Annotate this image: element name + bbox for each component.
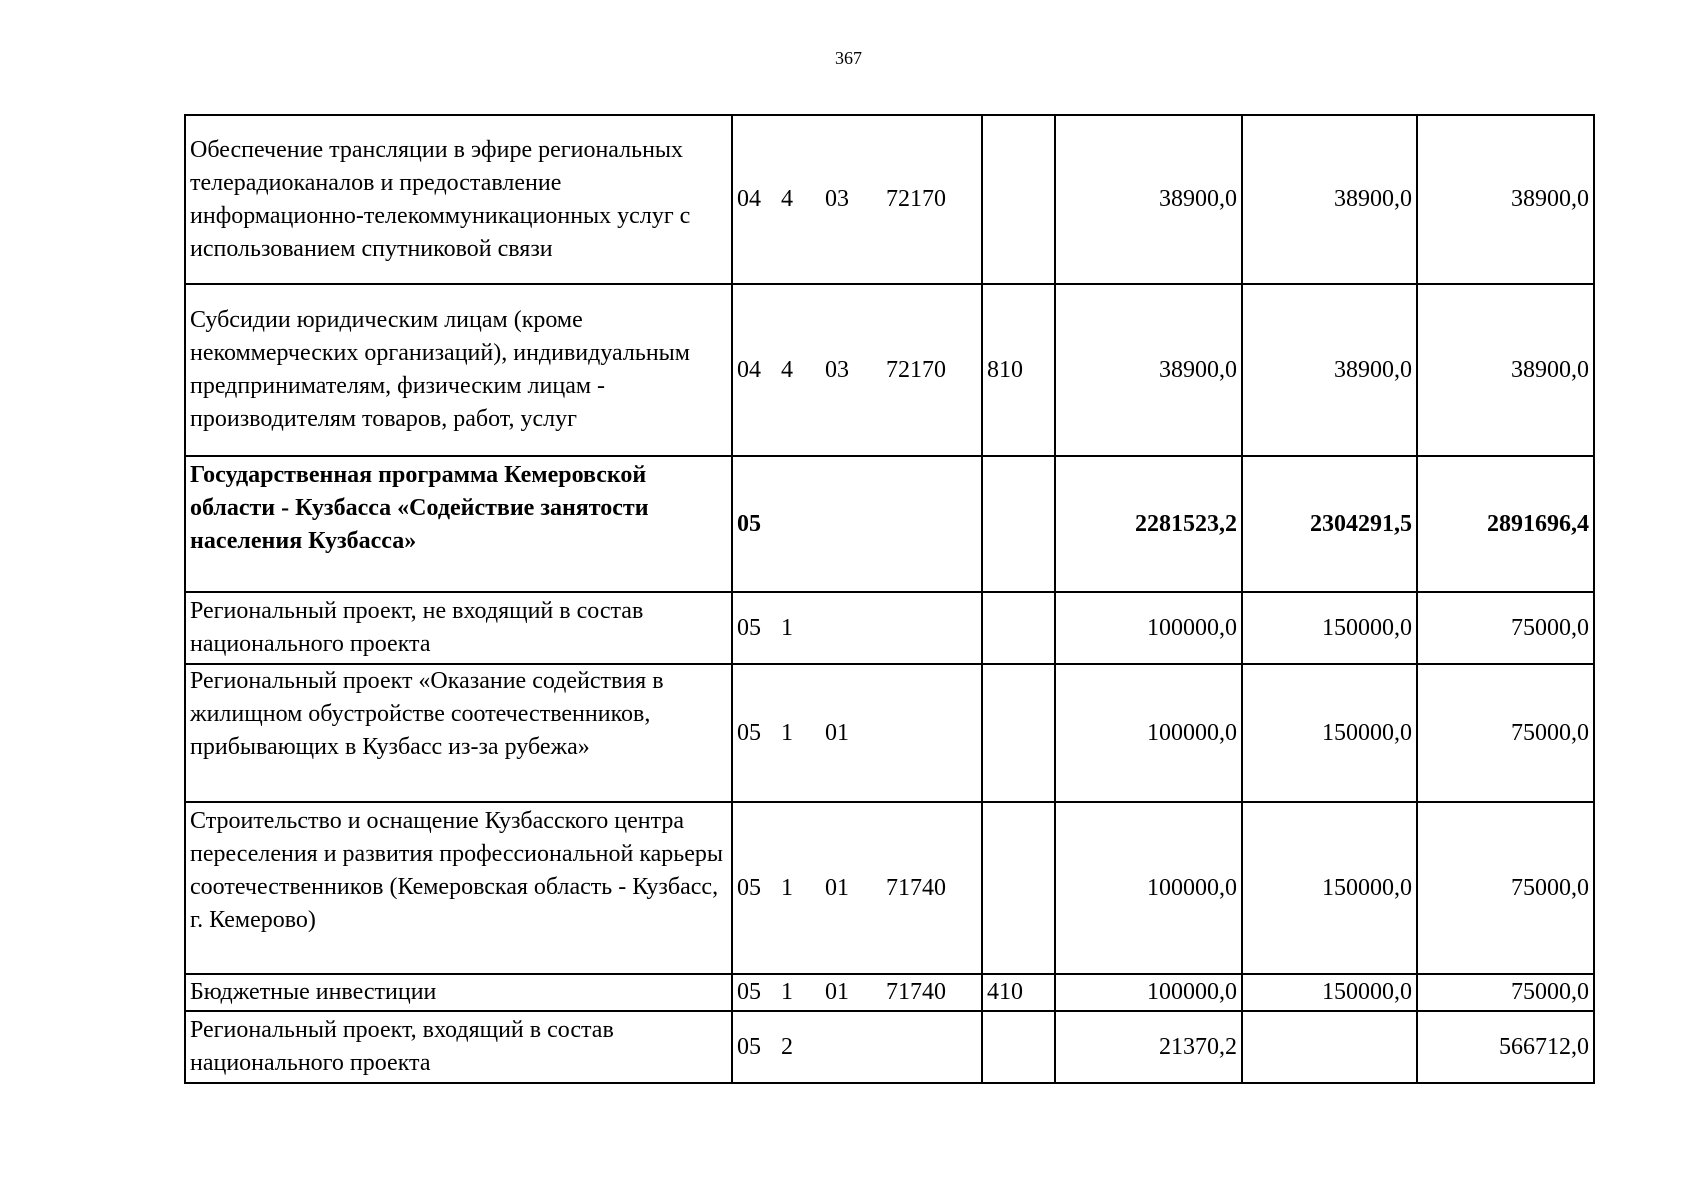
row-value-2: [1242, 1011, 1417, 1083]
row-expense-type: 810: [982, 284, 1055, 456]
row-code: 05 1 01 71740: [732, 974, 982, 1011]
row-expense-type: [982, 1011, 1055, 1083]
table-row: [185, 592, 1594, 664]
row-value-1: 100000,0: [1055, 664, 1242, 802]
row-value-1: 38900,0: [1055, 115, 1242, 284]
row-value-2: 2304291,5: [1242, 456, 1417, 592]
row-value-3: 2891696,4: [1417, 456, 1594, 592]
row-value-3: 75000,0: [1417, 664, 1594, 802]
row-expense-type: [982, 115, 1055, 284]
row-code: 04 4 03 72170: [732, 284, 982, 456]
row-name: Обеспечение трансляции в эфире региональных телерадиоканалов и предоставление информационно-телекоммуникационных услуг с использованием спутниковой связи: [185, 115, 732, 284]
row-value-1: 38900,0: [1055, 284, 1242, 456]
table-row: [185, 974, 1594, 1011]
row-code: 04 4 03 72170: [732, 115, 982, 284]
row-name: Региональный проект, не входящий в состав национального проекта: [185, 592, 732, 664]
row-name: Государственная программа Кемеровской области - Кузбасса «Содействие занятости населения Кузбасса»: [185, 456, 732, 592]
table-row: [185, 1011, 1594, 1083]
row-value-1: 100000,0: [1055, 974, 1242, 1011]
row-value-3: 75000,0: [1417, 974, 1594, 1011]
table-row: [185, 115, 1594, 284]
row-name: Субсидии юридическим лицам (кроме некоммерческих организаций), индивидуальным предпринимателям, физическим лицам - производителям товаров, работ, услуг: [185, 284, 732, 456]
row-value-1: 2281523,2: [1055, 456, 1242, 592]
row-value-2: 150000,0: [1242, 974, 1417, 1011]
row-expense-type: [982, 456, 1055, 592]
row-expense-type: 410: [982, 974, 1055, 1011]
row-value-2: 150000,0: [1242, 592, 1417, 664]
row-name: Региональный проект, входящий в состав национального проекта: [185, 1011, 732, 1083]
row-expense-type: [982, 802, 1055, 974]
page-number: 367: [835, 48, 862, 68]
row-value-2: 38900,0: [1242, 115, 1417, 284]
table-row: [185, 802, 1594, 974]
row-code: 05 1 01: [732, 664, 982, 802]
row-value-2: 38900,0: [1242, 284, 1417, 456]
row-expense-type: [982, 592, 1055, 664]
row-code: 05: [732, 456, 982, 592]
table-row: [185, 456, 1594, 592]
row-value-3: 75000,0: [1417, 592, 1594, 664]
row-name: Региональный проект «Оказание содействия в жилищном обустройстве соотечественников, прибывающих в Кузбасс из-за рубежа»: [185, 664, 732, 802]
row-code: 05 1: [732, 592, 982, 664]
row-value-1: 100000,0: [1055, 802, 1242, 974]
row-expense-type: [982, 664, 1055, 802]
row-value-1: 21370,2: [1055, 1011, 1242, 1083]
row-value-2: 150000,0: [1242, 664, 1417, 802]
row-code: 05 1 01 71740: [732, 802, 982, 974]
table-row: [185, 284, 1594, 456]
row-value-3: 38900,0: [1417, 284, 1594, 456]
row-value-3: 75000,0: [1417, 802, 1594, 974]
row-code: 05 2: [732, 1011, 982, 1083]
row-value-3: 566712,0: [1417, 1011, 1594, 1083]
table-row: [185, 664, 1594, 802]
row-value-2: 150000,0: [1242, 802, 1417, 974]
row-name: Строительство и оснащение Кузбасского центра переселения и развития профессиональной карьеры соотечественников (Кемеровская область - Кузбасс, г. Кемерово): [185, 802, 732, 974]
row-value-1: 100000,0: [1055, 592, 1242, 664]
row-name: Бюджетные инвестиции: [185, 974, 732, 1011]
budget-table: [184, 114, 1595, 1084]
row-value-3: 38900,0: [1417, 115, 1594, 284]
